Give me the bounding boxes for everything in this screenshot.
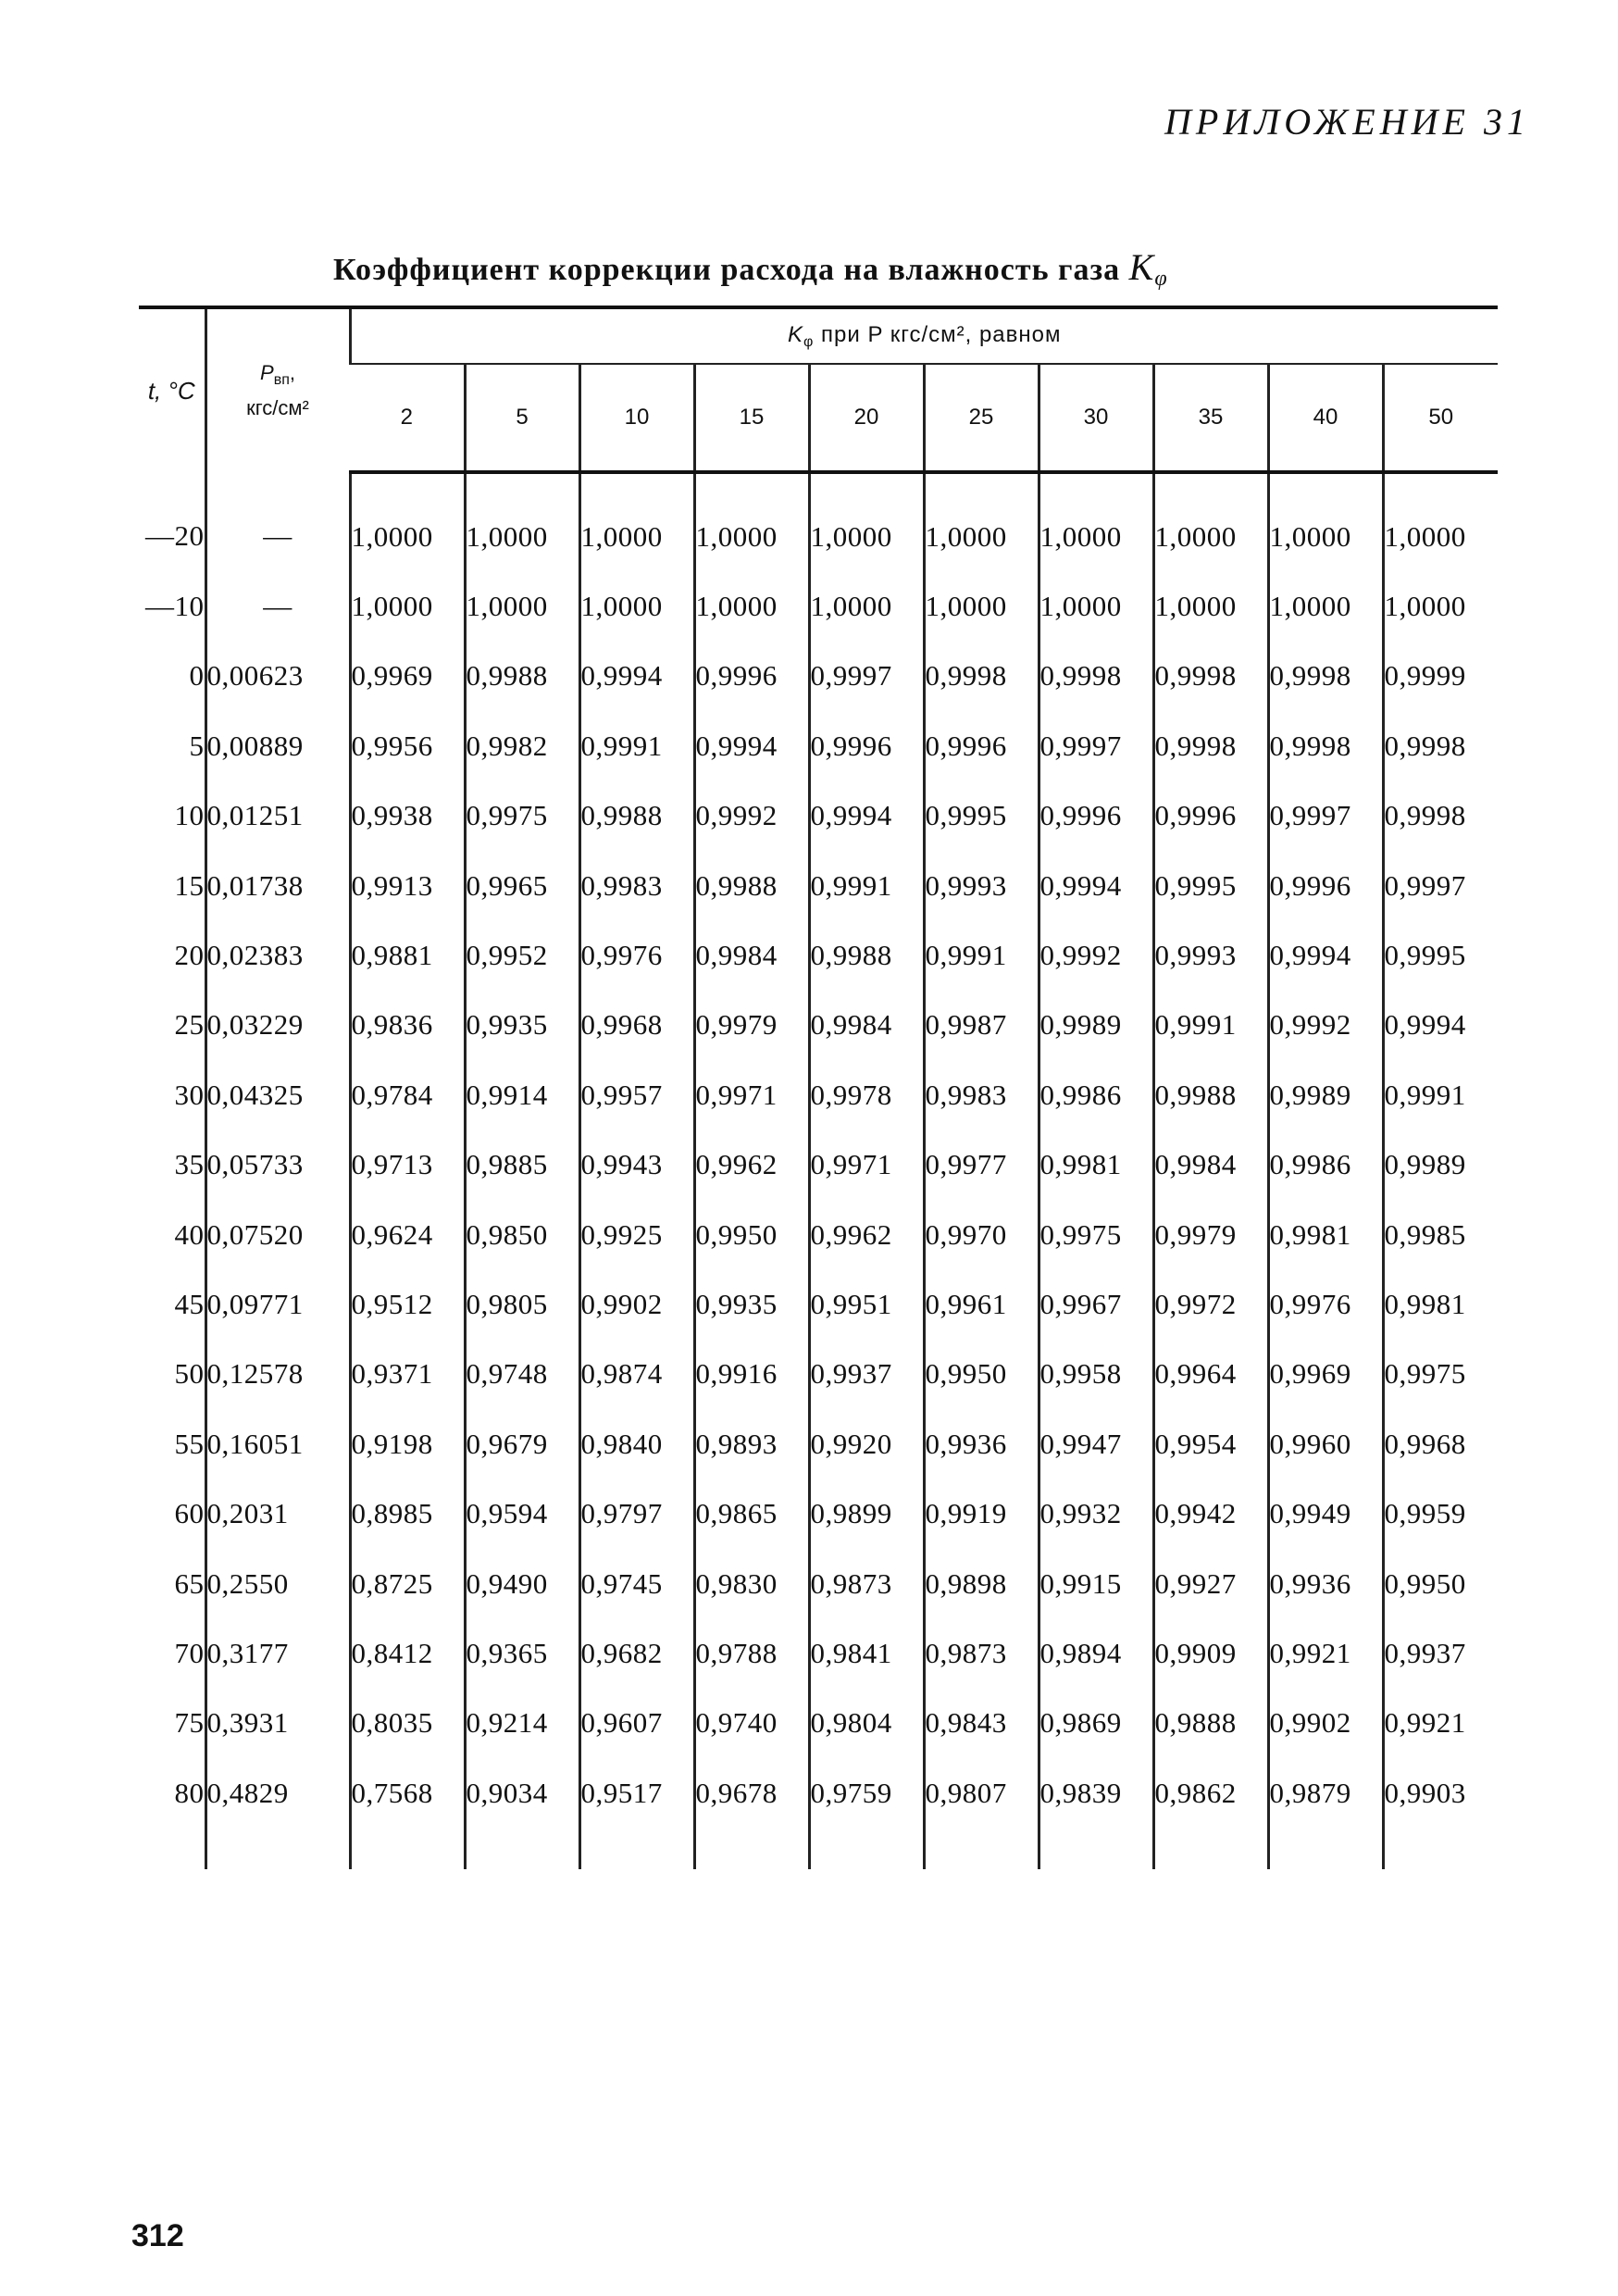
cell-coefficient: 0,9950 [694,1200,809,1269]
cell-coefficient: 0,9935 [465,991,579,1060]
header-pressure-2: 2 [350,364,465,472]
cell-coefficient: 0,9512 [350,1269,465,1339]
cell-coefficient: 1,0000 [809,472,924,571]
cell-vapor-pressure: — [205,571,350,641]
cell-coefficient: 0,9975 [1383,1340,1498,1409]
cell-coefficient: 0,9679 [465,1409,579,1479]
table-row [139,1409,1498,1479]
table-row [139,991,1498,1060]
cell-coefficient: 0,9899 [809,1479,924,1548]
table-row [139,1269,1498,1339]
cell-coefficient: 0,9807 [924,1758,1039,1828]
cell-coefficient: 0,9937 [1383,1618,1498,1688]
spacer-cell [694,1828,809,1869]
cell-coefficient: 1,0000 [809,571,924,641]
cell-coefficient: 0,9994 [579,642,694,711]
cell-coefficient: 0,9988 [1153,1060,1268,1129]
header-group-sub: φ [803,333,815,350]
cell-coefficient: 0,9967 [1039,1269,1153,1339]
cell-coefficient: 0,9843 [924,1689,1039,1758]
table-row-spacer [139,1828,1498,1869]
cell-coefficient: 0,9913 [350,851,465,920]
cell-coefficient: 0,9988 [579,781,694,851]
cell-coefficient: 0,7568 [350,1758,465,1828]
cell-coefficient: 0,9994 [1383,991,1498,1060]
cell-coefficient: 0,9797 [579,1479,694,1548]
cell-coefficient: 0,9956 [350,711,465,780]
spacer-cell [809,1828,924,1869]
cell-coefficient: 0,9962 [694,1130,809,1200]
cell-coefficient: 0,9925 [579,1200,694,1269]
cell-coefficient: 0,9961 [924,1269,1039,1339]
cell-coefficient: 0,9994 [1268,920,1383,990]
cell-coefficient: 0,9983 [924,1060,1039,1129]
cell-coefficient: 0,9748 [465,1340,579,1409]
spacer-cell [1383,1828,1498,1869]
cell-coefficient: 0,9991 [1153,991,1268,1060]
cell-coefficient: 0,9964 [1153,1340,1268,1409]
cell-coefficient: 0,9937 [809,1340,924,1409]
cell-coefficient: 0,9874 [579,1340,694,1409]
cell-coefficient: 0,9997 [809,642,924,711]
cell-temperature: 35 [174,1148,205,1181]
cell-coefficient: 0,9975 [465,781,579,851]
cell-coefficient: 0,8985 [350,1479,465,1548]
cell-coefficient: 0,9932 [1039,1479,1153,1548]
spacer-cell [205,1828,350,1869]
appendix-label: ПРИЛОЖЕНИЕ 31 [1164,101,1530,143]
cell-coefficient: 0,9830 [694,1549,809,1618]
cell-temperature: 75 [174,1706,205,1740]
cell-coefficient: 0,9988 [694,851,809,920]
table-row [139,711,1498,780]
cell-coefficient: 0,9943 [579,1130,694,1200]
cell-temperature: 0 [189,659,205,693]
cell-coefficient: 0,9981 [1268,1200,1383,1269]
cell-coefficient: 1,0000 [1039,571,1153,641]
cell-coefficient: 0,9996 [1268,851,1383,920]
cell-coefficient: 0,9993 [924,851,1039,920]
cell-coefficient: 0,9745 [579,1549,694,1618]
cell-coefficient: 0,9998 [1153,711,1268,780]
cell-vapor-pressure: 0,05733 [205,1130,350,1200]
table-row [139,571,1498,641]
cell-coefficient: 1,0000 [694,472,809,571]
spacer-cell [924,1828,1039,1869]
cell-coefficient: 1,0000 [924,571,1039,641]
cell-coefficient: 0,9984 [809,991,924,1060]
cell-vapor-pressure: 0,02383 [205,920,350,990]
header-pressure-20: 20 [809,364,924,472]
cell-coefficient: 0,9988 [465,642,579,711]
cell-vapor-pressure: 0,09771 [205,1269,350,1339]
cell-coefficient: 0,9959 [1383,1479,1498,1548]
cell-coefficient: 0,9993 [1153,920,1268,990]
cell-coefficient: 0,9784 [350,1060,465,1129]
cell-coefficient: 0,9951 [809,1269,924,1339]
cell-coefficient: 1,0000 [1039,472,1153,571]
cell-coefficient: 0,9987 [924,991,1039,1060]
cell-coefficient: 0,9997 [1268,781,1383,851]
cell-coefficient: 0,9975 [1039,1200,1153,1269]
cell-coefficient: 0,9954 [1153,1409,1268,1479]
cell-coefficient: 0,9915 [1039,1549,1153,1618]
cell-coefficient: 0,9996 [1039,781,1153,851]
cell-coefficient: 0,9850 [465,1200,579,1269]
cell-temperature: 50 [174,1357,205,1391]
cell-coefficient: 0,9952 [465,920,579,990]
cell-coefficient: 0,9979 [1153,1200,1268,1269]
cell-coefficient: 0,9938 [350,781,465,851]
table-row [139,851,1498,920]
cell-coefficient: 0,9969 [350,642,465,711]
cell-coefficient: 0,9740 [694,1689,809,1758]
cell-coefficient: 0,9903 [1383,1758,1498,1828]
table-title-subscript: φ [1154,267,1168,291]
cell-coefficient: 0,9957 [579,1060,694,1129]
table-row [139,920,1498,990]
cell-coefficient: 0,9624 [350,1200,465,1269]
cell-coefficient: 0,9805 [465,1269,579,1339]
cell-coefficient: 0,9947 [1039,1409,1153,1479]
cell-vapor-pressure: 0,00889 [205,711,350,780]
header-pressure-30: 30 [1039,364,1153,472]
table-title-symbol: K [1128,246,1155,288]
cell-temperature: 45 [174,1287,205,1320]
cell-coefficient: 0,9982 [465,711,579,780]
header-pressure-group [350,307,1498,364]
cell-coefficient: 0,9682 [579,1618,694,1688]
cell-coefficient: 0,9991 [1383,1060,1498,1129]
cell-temperature: 10 [174,799,205,832]
cell-coefficient: 0,9034 [465,1758,579,1828]
table-title [333,245,1425,292]
cell-coefficient: 0,9949 [1268,1479,1383,1548]
table-row [139,1758,1498,1828]
cell-coefficient: 0,8035 [350,1689,465,1758]
cell-coefficient: 0,9927 [1153,1549,1268,1618]
cell-coefficient: 0,9981 [1039,1130,1153,1200]
header-vapor-pressure-sub: вп [273,372,290,388]
cell-coefficient: 0,9950 [1383,1549,1498,1618]
header-pressure-15: 15 [694,364,809,472]
cell-vapor-pressure: — [205,472,350,571]
cell-coefficient: 0,9989 [1039,991,1153,1060]
cell-coefficient: 0,8412 [350,1618,465,1688]
header-pressure-40: 40 [1268,364,1383,472]
cell-coefficient: 1,0000 [350,472,465,571]
header-group-symbol: K [788,321,804,347]
cell-coefficient: 0,9971 [809,1130,924,1200]
cell-vapor-pressure: 0,07520 [205,1200,350,1269]
cell-temperature: 15 [174,868,205,902]
cell-coefficient: 0,9788 [694,1618,809,1688]
cell-coefficient: 0,9365 [465,1618,579,1688]
table-row [139,472,1498,571]
header-temperature-text: t, °C [147,376,195,405]
cell-coefficient: 0,9916 [694,1340,809,1409]
table-row [139,1618,1498,1688]
cell-vapor-pressure: 0,16051 [205,1409,350,1479]
cell-coefficient: 0,9841 [809,1618,924,1688]
cell-coefficient: 0,9984 [1153,1130,1268,1200]
header-pressure-10: 10 [579,364,694,472]
cell-coefficient: 1,0000 [1153,571,1268,641]
cell-coefficient: 0,9869 [1039,1689,1153,1758]
cell-coefficient: 0,9902 [579,1269,694,1339]
table-row [139,1689,1498,1758]
cell-coefficient: 0,9885 [465,1130,579,1200]
cell-temperature: —20 [145,518,205,552]
cell-coefficient: 0,9986 [1039,1060,1153,1129]
cell-coefficient: 0,9607 [579,1689,694,1758]
header-pressure-5: 5 [465,364,579,472]
cell-coefficient: 0,9991 [924,920,1039,990]
cell-coefficient: 0,9981 [1383,1269,1498,1339]
cell-coefficient: 0,9998 [924,642,1039,711]
header-vapor-pressure: $P_{вп}$, кгс/см² [205,307,350,472]
cell-coefficient: 0,9988 [809,920,924,990]
cell-coefficient: 0,9713 [350,1130,465,1200]
cell-coefficient: 0,9995 [1153,851,1268,920]
cell-coefficient: 0,9836 [350,991,465,1060]
cell-coefficient: 0,9989 [1268,1060,1383,1129]
cell-coefficient: 0,9985 [1383,1200,1498,1269]
table-row [139,1340,1498,1409]
cell-coefficient: 0,9968 [1383,1409,1498,1479]
cell-coefficient: 0,9983 [579,851,694,920]
cell-vapor-pressure: 0,01251 [205,781,350,851]
page-number: 312 [131,2218,184,2253]
cell-coefficient: 0,9759 [809,1758,924,1828]
cell-coefficient: 0,9971 [694,1060,809,1129]
cell-coefficient: 1,0000 [1268,472,1383,571]
cell-coefficient: 0,9898 [924,1549,1039,1618]
cell-vapor-pressure: 0,3931 [205,1689,350,1758]
cell-coefficient: 0,9994 [809,781,924,851]
spacer-cell [1153,1828,1268,1869]
cell-coefficient: 1,0000 [465,472,579,571]
table-row [139,1130,1498,1200]
cell-coefficient: 0,9873 [924,1618,1039,1688]
cell-coefficient: 0,9998 [1268,642,1383,711]
cell-coefficient: 1,0000 [1268,571,1383,641]
cell-coefficient: 0,9992 [694,781,809,851]
header-vapor-pressure-unit: кгс/см² [246,396,309,419]
table-row [139,1479,1498,1548]
cell-coefficient: 0,9865 [694,1479,809,1548]
cell-vapor-pressure: 0,03229 [205,991,350,1060]
cell-coefficient: 0,9909 [1153,1618,1268,1688]
cell-vapor-pressure: 0,3177 [205,1618,350,1688]
cell-temperature: 60 [174,1497,205,1530]
cell-coefficient: 0,9960 [1268,1409,1383,1479]
cell-coefficient: 0,9996 [694,642,809,711]
table-row [139,642,1498,711]
spacer-cell [1268,1828,1383,1869]
cell-coefficient: 1,0000 [579,571,694,641]
cell-coefficient: 0,9998 [1383,781,1498,851]
cell-coefficient: 0,9678 [694,1758,809,1828]
cell-coefficient: 0,9998 [1268,711,1383,780]
cell-coefficient: 0,9977 [924,1130,1039,1200]
cell-coefficient: 0,9921 [1268,1618,1383,1688]
cell-coefficient: 0,9893 [694,1409,809,1479]
cell-coefficient: 0,9839 [1039,1758,1153,1828]
cell-coefficient: 0,9991 [579,711,694,780]
cell-vapor-pressure: 0,2550 [205,1549,350,1618]
spacer-cell [579,1828,694,1869]
header-group-text: при P кгс/см², равном [814,321,1062,347]
header-temperature [139,307,205,472]
spacer-cell [465,1828,579,1869]
cell-coefficient: 0,9986 [1268,1130,1383,1200]
cell-temperature: 20 [174,939,205,972]
cell-coefficient: 0,9994 [1039,851,1153,920]
correction-table [139,306,1498,1869]
cell-coefficient: 0,9920 [809,1409,924,1479]
header-pressure-50: 50 [1383,364,1498,472]
cell-coefficient: 0,9958 [1039,1340,1153,1409]
cell-coefficient: 1,0000 [1383,571,1498,641]
cell-coefficient: 0,9936 [1268,1549,1383,1618]
cell-coefficient: 0,9995 [1383,920,1498,990]
cell-coefficient: 0,9894 [1039,1618,1153,1688]
header-pressure-25: 25 [924,364,1039,472]
cell-coefficient: 0,8725 [350,1549,465,1618]
cell-coefficient: 0,9881 [350,920,465,990]
cell-coefficient: 0,9998 [1153,642,1268,711]
spacer-cell [139,1828,205,1869]
cell-coefficient: 0,9978 [809,1060,924,1129]
cell-coefficient: 0,9914 [465,1060,579,1129]
cell-coefficient: 0,9594 [465,1479,579,1548]
cell-coefficient: 1,0000 [1153,472,1268,571]
cell-coefficient: 0,9969 [1268,1340,1383,1409]
cell-coefficient: 0,9371 [350,1340,465,1409]
cell-vapor-pressure: 0,12578 [205,1340,350,1409]
cell-vapor-pressure: 0,01738 [205,851,350,920]
cell-temperature: 30 [174,1078,205,1111]
cell-vapor-pressure: 0,4829 [205,1758,350,1828]
cell-coefficient: 1,0000 [924,472,1039,571]
cell-coefficient: 0,9936 [924,1409,1039,1479]
cell-coefficient: 0,9198 [350,1409,465,1479]
cell-temperature: 70 [174,1636,205,1669]
cell-temperature: 5 [189,729,205,762]
header-vapor-pressure-symbol: P [260,361,274,384]
cell-coefficient: 1,0000 [1383,472,1498,571]
cell-coefficient: 0,9979 [694,991,809,1060]
cell-coefficient: 0,9942 [1153,1479,1268,1548]
table-row [139,1549,1498,1618]
cell-vapor-pressure: 0,04325 [205,1060,350,1129]
header-pressure-35: 35 [1153,364,1268,472]
cell-coefficient: 0,9996 [1153,781,1268,851]
cell-temperature: 40 [174,1217,205,1251]
cell-coefficient: 0,9840 [579,1409,694,1479]
cell-coefficient: 0,9998 [1039,642,1153,711]
cell-coefficient: 0,9935 [694,1269,809,1339]
cell-coefficient: 0,9214 [465,1689,579,1758]
cell-temperature: 25 [174,1008,205,1042]
cell-coefficient: 0,9490 [465,1549,579,1618]
cell-coefficient: 0,9992 [1039,920,1153,990]
cell-coefficient: 0,9996 [809,711,924,780]
cell-coefficient: 0,9997 [1039,711,1153,780]
cell-temperature: 65 [174,1566,205,1600]
cell-coefficient: 0,9994 [694,711,809,780]
table-title-text: Коэффициент коррекции расхода на влажность газа [333,253,1129,287]
cell-coefficient: 0,9804 [809,1689,924,1758]
cell-coefficient: 0,9999 [1383,642,1498,711]
cell-coefficient: 1,0000 [350,571,465,641]
cell-coefficient: 0,9976 [1268,1269,1383,1339]
cell-coefficient: 0,9902 [1268,1689,1383,1758]
cell-coefficient: 0,9919 [924,1479,1039,1548]
cell-coefficient: 0,9950 [924,1340,1039,1409]
cell-temperature: —10 [145,590,205,623]
cell-coefficient: 0,9992 [1268,991,1383,1060]
cell-coefficient: 0,9996 [924,711,1039,780]
cell-coefficient: 0,9965 [465,851,579,920]
cell-coefficient: 1,0000 [694,571,809,641]
cell-coefficient: 0,9968 [579,991,694,1060]
cell-coefficient: 0,9879 [1268,1758,1383,1828]
cell-coefficient: 0,9976 [579,920,694,990]
cell-coefficient: 1,0000 [579,472,694,571]
cell-temperature: 80 [174,1776,205,1809]
cell-coefficient: 0,9873 [809,1549,924,1618]
cell-coefficient: 0,9997 [1383,851,1498,920]
cell-coefficient: 0,9991 [809,851,924,920]
cell-coefficient: 0,9972 [1153,1269,1268,1339]
cell-coefficient: 0,9984 [694,920,809,990]
spacer-cell [1039,1828,1153,1869]
cell-coefficient: 0,9995 [924,781,1039,851]
spacer-cell [350,1828,465,1869]
table-row [139,1060,1498,1129]
cell-coefficient: 0,9517 [579,1758,694,1828]
table-row [139,1200,1498,1269]
cell-vapor-pressure: 0,00623 [205,642,350,711]
cell-coefficient: 0,9989 [1383,1130,1498,1200]
cell-temperature: 55 [174,1427,205,1460]
cell-vapor-pressure: 0,2031 [205,1479,350,1548]
cell-coefficient: 0,9862 [1153,1758,1268,1828]
cell-coefficient: 0,9970 [924,1200,1039,1269]
cell-coefficient: 0,9998 [1383,711,1498,780]
cell-coefficient: 0,9888 [1153,1689,1268,1758]
cell-coefficient: 0,9921 [1383,1689,1498,1758]
cell-coefficient: 1,0000 [465,571,579,641]
table-row [139,781,1498,851]
cell-coefficient: 0,9962 [809,1200,924,1269]
